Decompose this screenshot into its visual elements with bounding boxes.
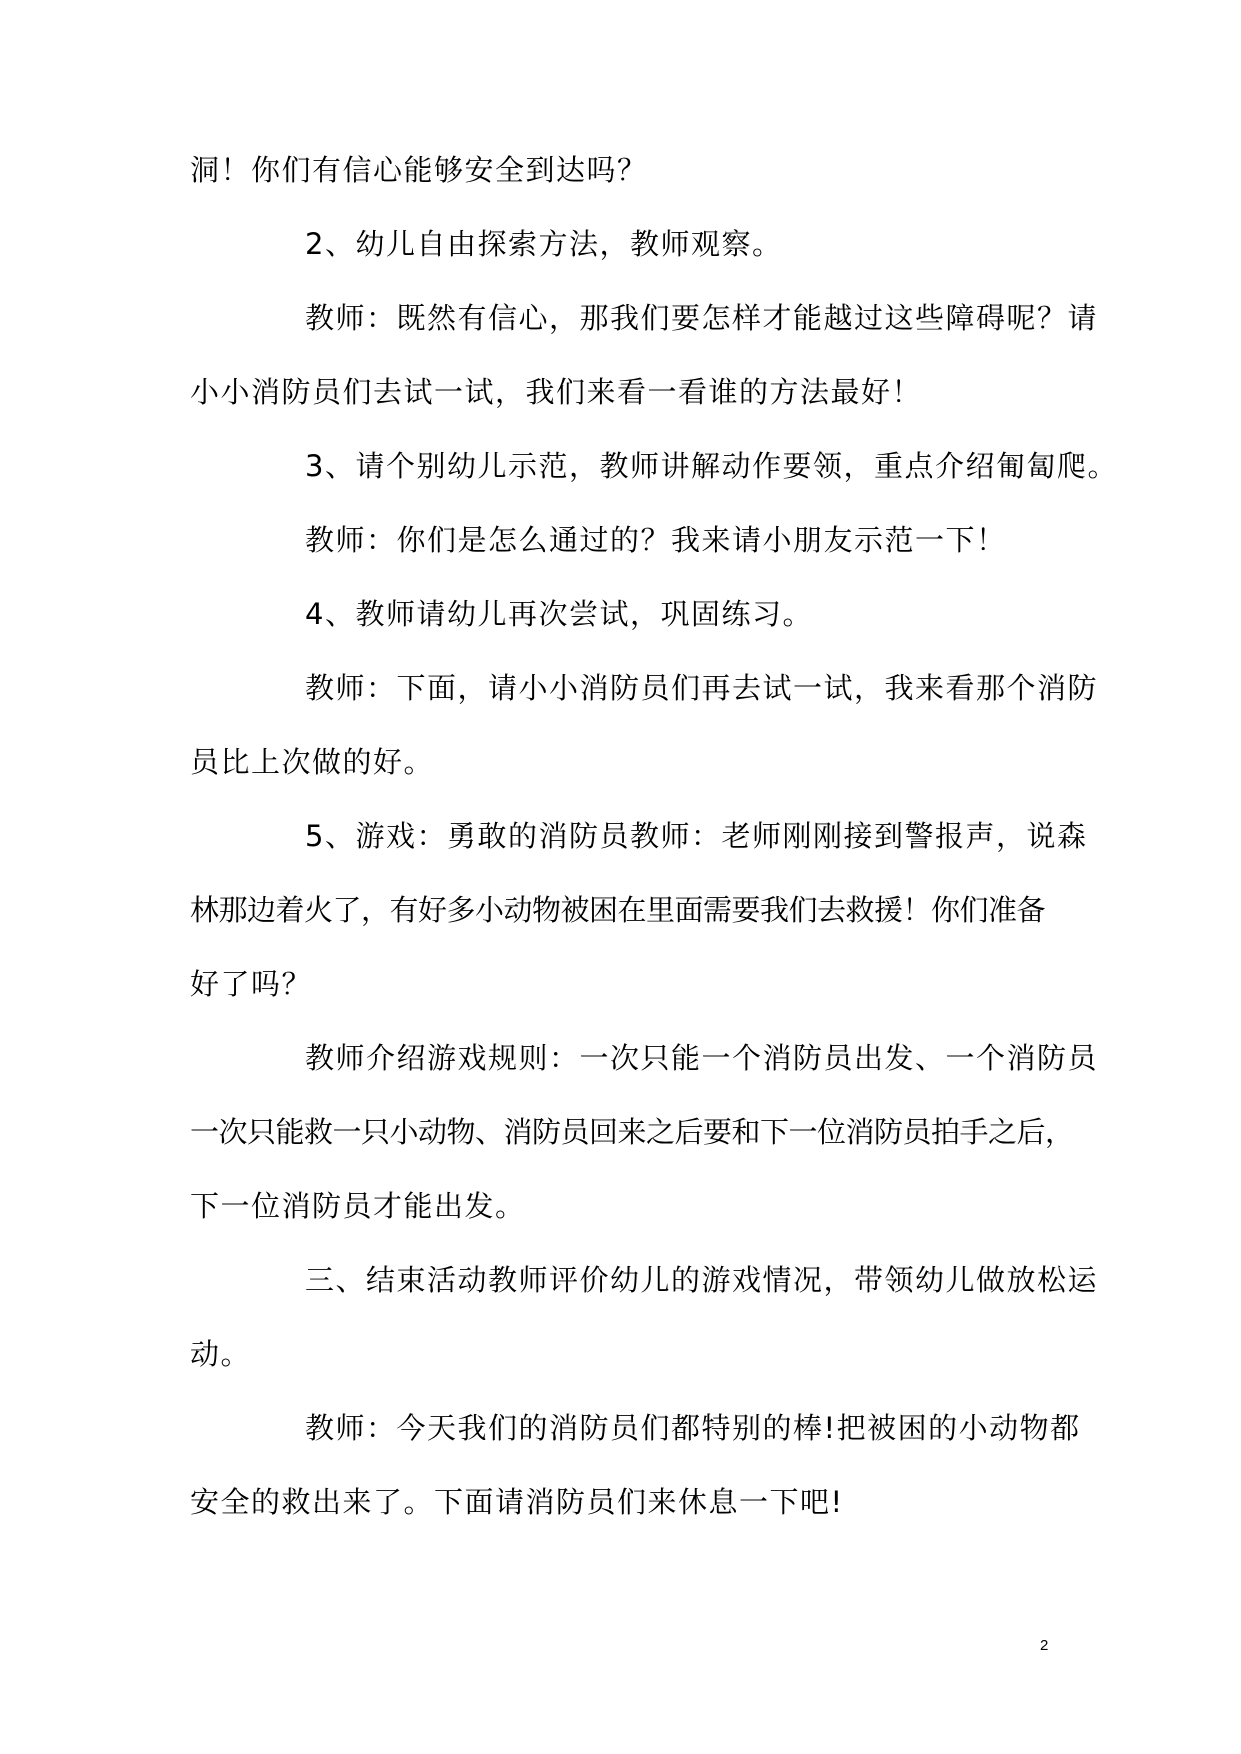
text-line: 4、教师请幼儿再次尝试，巩固练习。 <box>305 597 813 631</box>
text-line: 教师：既然有信心，那我们要怎样才能越过这些障碍呢？请 <box>305 301 1099 335</box>
text-line: 下一位消防员才能出发。 <box>190 1189 526 1223</box>
text-line: 林那边着火了，有好多小动物被困在里面需要我们去救援！你们准备 <box>190 893 1046 927</box>
text-line: 安全的救出来了。下面请消防员们来休息一下吧! <box>190 1485 844 1519</box>
text-line: 洞！你们有信心能够安全到达吗？ <box>190 153 648 187</box>
text-line: 2、幼儿自由探索方法，教师观察。 <box>305 227 783 261</box>
text-line: 5、游戏：勇敢的消防员教师：老师刚刚接到警报声，说森 <box>305 819 1088 853</box>
text-line: 3、请个别幼儿示范，教师讲解动作要领，重点介绍匍匐爬。 <box>305 449 1118 483</box>
text-line: 员比上次做的好。 <box>190 745 435 779</box>
text-line: 教师介绍游戏规则：一次只能一个消防员出发、一个消防员 <box>305 1041 1099 1075</box>
text-line: 小小消防员们去试一试，我们来看一看谁的方法最好！ <box>190 375 923 409</box>
text-line: 教师：今天我们的消防员们都特别的棒!把被困的小动物都 <box>305 1411 1081 1445</box>
text-line: 一次只能救一只小动物、消防员回来之后要和下一位消防员拍手之后， <box>190 1115 1074 1149</box>
page-number: 2 <box>1040 1637 1049 1654</box>
text-line: 动。 <box>190 1337 252 1371</box>
text-line: 好了吗？ <box>190 967 313 1001</box>
text-line: 教师：你们是怎么通过的？我来请小朋友示范一下！ <box>305 523 1007 557</box>
text-line: 三、结束活动教师评价幼儿的游戏情况，带领幼儿做放松运 <box>305 1263 1099 1297</box>
text-line: 教师：下面，请小小消防员们再去试一试，我来看那个消防 <box>305 671 1099 705</box>
